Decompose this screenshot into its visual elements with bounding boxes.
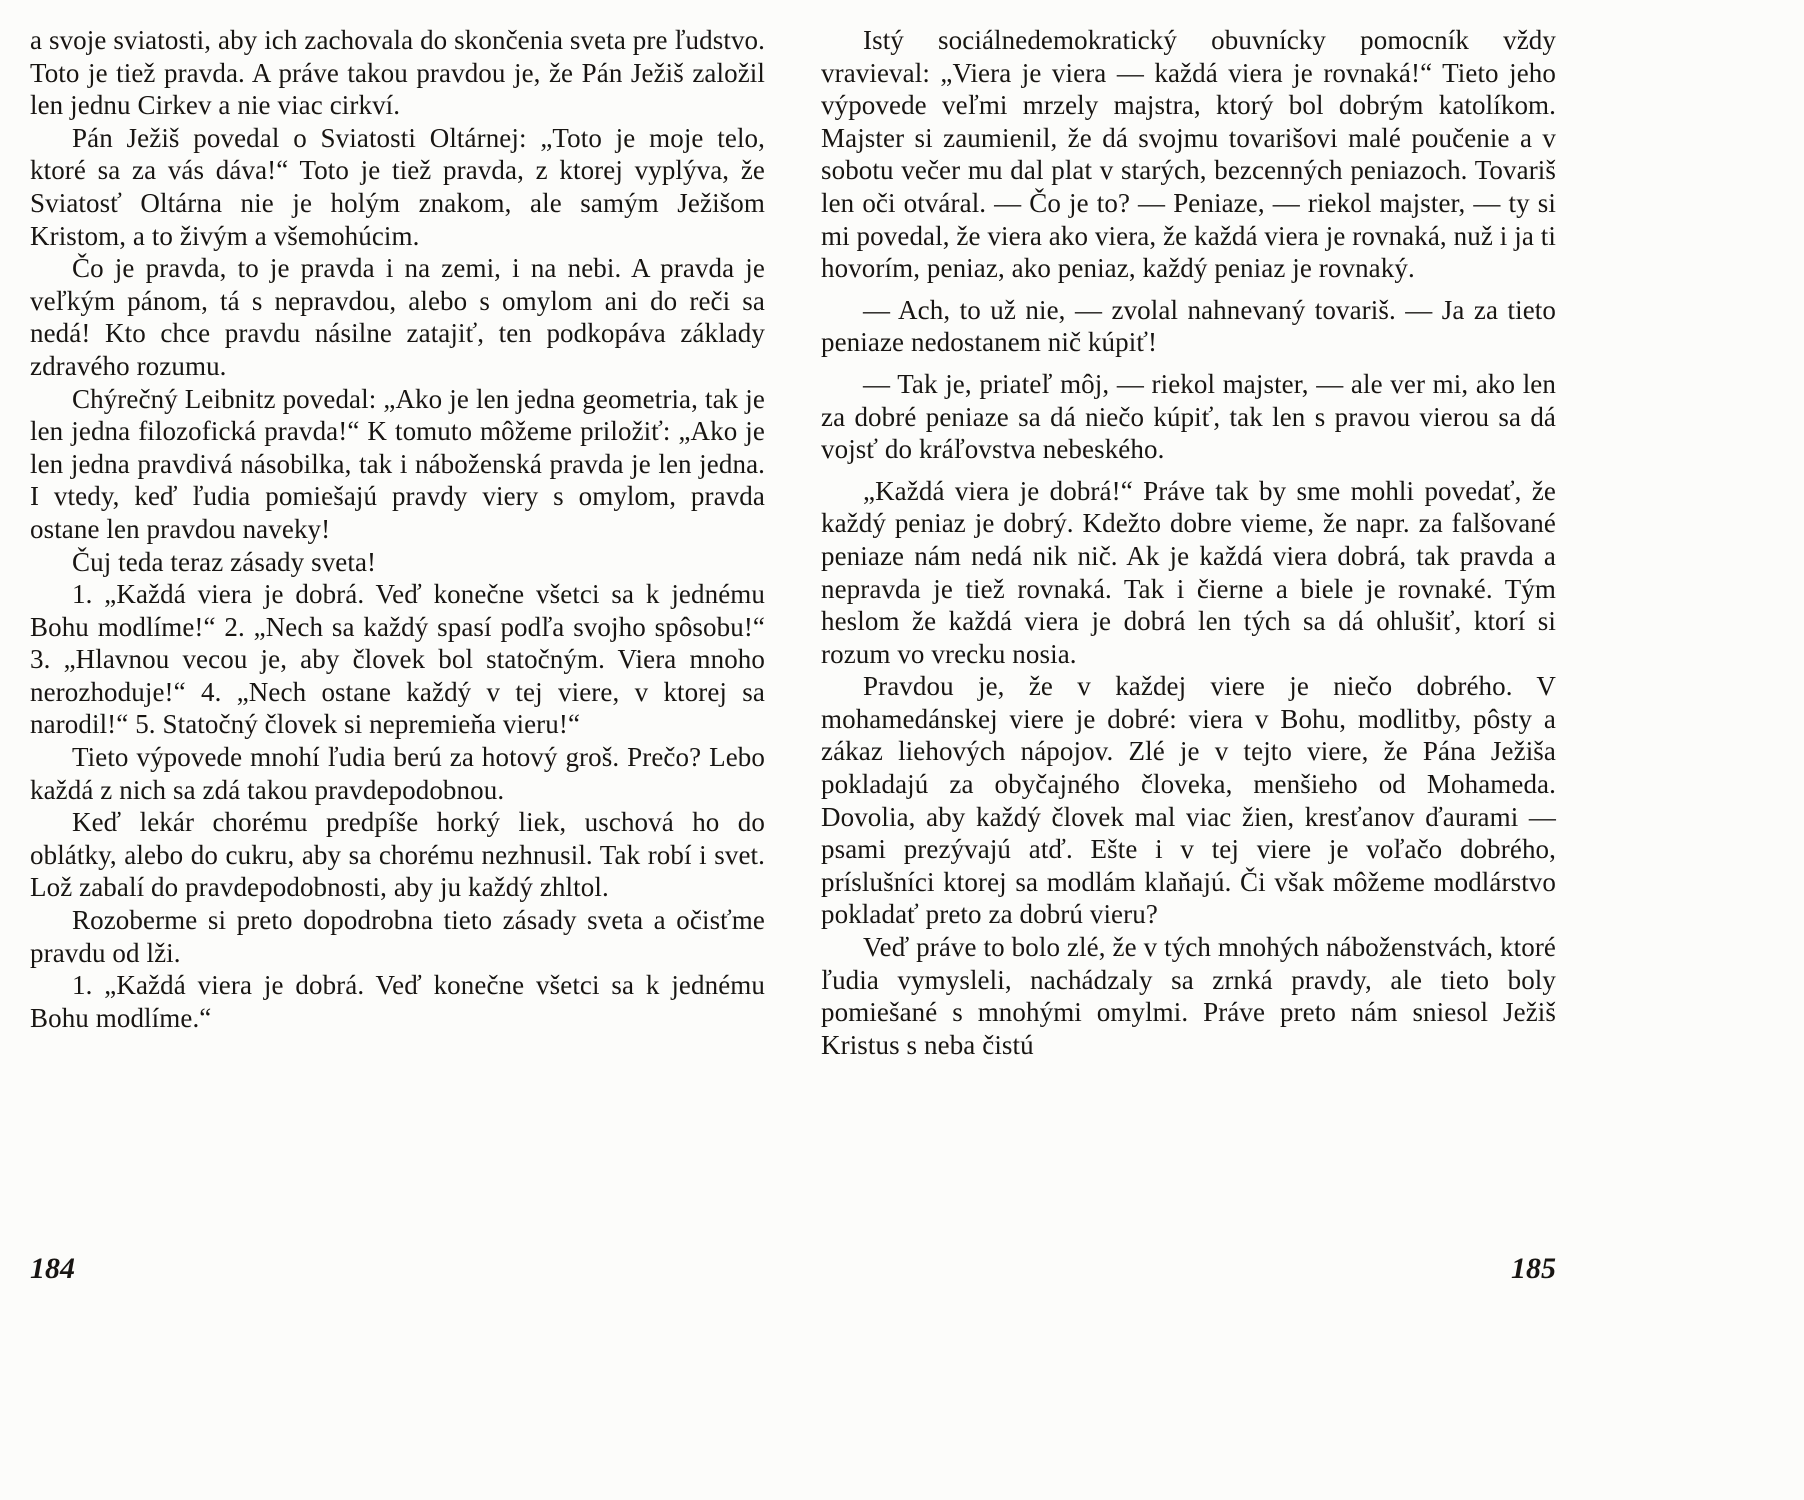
paragraph: Chýrečný Leibnitz povedal: „Ako je len jedna geometria, tak je len jedna filozofická pravda!“ K tomuto môžeme priložiť: „Ako je len jedna pravdivá násobilka, tak i náboženská pravda je len jedna. I vtedy, keď ľudia pomiešajú pravdy viery s omylom, pravda ostane len pravdou naveky!	[30, 383, 765, 544]
page-number-left: 184	[30, 1252, 75, 1285]
paragraph: Veď práve to bolo zlé, že v tých mnohých náboženstvách, ktoré ľudia vymysleli, nachádzaly sa zrnká pravdy, ale tieto boly pomiešané s mnohými omylmi. Práve preto nám sniesol Ježiš Kristus s neba čistú	[821, 932, 1556, 1060]
paragraph: — Tak je, priateľ môj, — riekol majster, — ale ver mi, ako len za dobré peniaze sa dá niečo kúpiť, tak len s pravou vierou sa dá vojsť do kráľovstva nebeského.	[821, 368, 1556, 465]
paragraph: Čo je pravda, to je pravda i na zemi, i na nebi. A pravda je veľkým pánom, tá s nepravdou, alebo s omylom ani do reči sa nedá! Kto chce pravdu násilne zatajiť, ten podkopáva základy zdravého rozumu.	[30, 253, 765, 381]
paragraph: „Každá viera je dobrá!“ Práve tak by sme mohli povedať, že každý peniaz je dobrý. Kdežto dobre vieme, že napr. za falšované peniaze nám nedá nik nič. Ak je každá viera dobrá, tak pravda a nepravda je tiež rovnaká. Tak i čierne a biele je rovnaké. Tým heslom že každá viera je dobrá len tých sa dá ohlušiť, ktorí si rozum vo vrecku nosia.	[821, 475, 1556, 669]
paragraph: — Ach, to už nie, — zvolal nahnevaný tovariš. — Ja za tieto peniaze nedostanem nič kúpiť!	[821, 294, 1556, 358]
paragraph: Pravdou je, že v každej viere je niečo dobrého. V mohamedánskej viere je dobré: viera v Bohu, modlitby, pôsty a zákaz liehových nápojov. Zlé je v tejto viere, že Pána Ježiša pokladajú za obyčajného človeka, menšieho od Mohameda. Dovolia, aby každý človek mal viac žien, kresťanov ďaurami — psami prezývajú atď. Ešte i v tej viere je voľačo dobrého, príslušníci ktorej sa modlám klaňajú. Či však môžeme modlárstvo pokladať preto za dobrú vieru?	[821, 671, 1556, 930]
paragraph: a svoje sviatosti, aby ich zachovala do skončenia sveta pre ľudstvo. Toto je tiež pravda. A práve takou pravdou je, že Pán Ježiš založil len jednu Cirkev a nie viac cirkví.	[30, 25, 765, 121]
paragraph: 1. „Každá viera je dobrá. Veď konečne všetci sa k jednému Bohu modlíme.“	[30, 970, 765, 1033]
paragraph: 1. „Každá viera je dobrá. Veď konečne všetci sa k jednému Bohu modlíme!“ 2. „Nech sa každý spasí podľa svojho spôsobu!“ 3. „Hlavnou vecou je, aby človek bol statočným. Viera mnoho nerozhoduje!“ 4. „Nech ostane každý v tej viere, v ktorej sa narodil!“ 5. Statočný človek si nepremieňa vieru!“	[30, 579, 765, 740]
paragraph: Pán Ježiš povedal o Sviatosti Oltárnej: „Toto je moje telo, ktoré sa za vás dáva!“ Toto je tiež pravda, z ktorej vyplýva, že Sviatosť Oltárna nie je holým znakom, ale samým Ježišom Kristom, a to živým a všemohúcim.	[30, 122, 765, 251]
paragraph: Keď lekár chorému predpíše horký liek, uschová ho do oblátky, alebo do cukru, aby sa chorému nezhnusil. Tak robí i svet. Lož zabalí do pravdepodobnosti, aby ju každý zhltol.	[30, 807, 765, 903]
paragraph: Istý sociálnedemokratický obuvnícky pomocník vždy vravieval: „Viera je viera — každá viera je rovnaká!“ Tieto jeho výpovede veľmi mrzely majstra, ktorý bol dobrým katolíkom. Majster si zaumienil, že dá svojmu tovarišovi malé poučenie a v sobotu večer mu dal plat v starých, bezcenných peniazoch. Tovariš len oči otváral. — Čo je to? — Peniaze, — riekol majster, — ty si mi povedal, že viera ako viera, že každá viera je rovnaká, nuž i ja ti hovorím, peniaz, ako peniaz, každý peniaz je rovnaký.	[821, 25, 1556, 284]
page-185-text-column	[821, 24, 1556, 1061]
page-columns	[30, 24, 1804, 1061]
page-184-text-column	[30, 24, 765, 1061]
paragraph: Rozoberme si preto dopodrobna tieto zásady sveta a očisťme pravdu od lži.	[30, 905, 765, 968]
page-number-right: 185	[1511, 1252, 1556, 1285]
paragraph: Čuj teda teraz zásady sveta!	[72, 546, 377, 577]
paragraph: Tieto výpovede mnohí ľudia berú za hotový groš. Prečo? Lebo každá z nich sa zdá takou pravdepodobnou.	[30, 742, 765, 805]
